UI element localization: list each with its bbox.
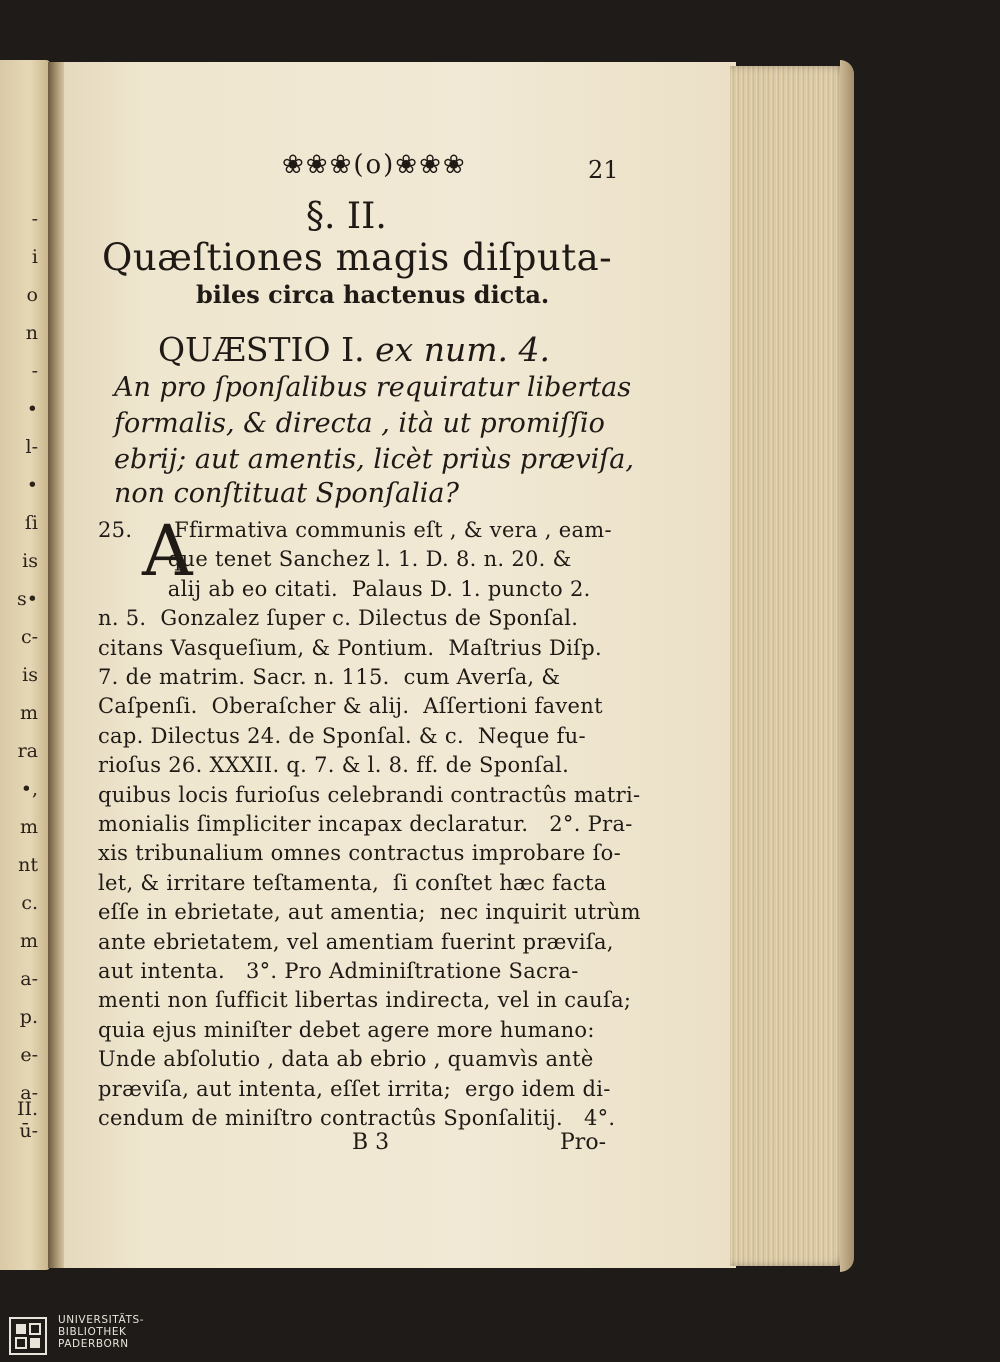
left-page-fragment: • — [26, 474, 38, 496]
body-line: cap. Dilectus 24. de Sponſal. & c. Neque fu- — [98, 723, 586, 748]
question-line: formalis, & directa , ità ut promiſſio — [114, 408, 605, 439]
left-page-fragment: p. — [19, 1006, 38, 1028]
left-page-fragment: o — [26, 284, 38, 306]
catchword: Pro- — [560, 1130, 606, 1155]
body-line: let, & irritare teſtamenta, ſi conſtet hæc facta — [98, 870, 607, 895]
left-page-fragment: - — [31, 360, 38, 382]
body-line: eſſe in ebrietate, aut amentia; nec inquirit utrùm — [98, 900, 641, 925]
left-page-fragment: ſi — [24, 512, 38, 534]
left-page-fragment: II. — [16, 1098, 38, 1120]
left-page-fragment: - — [31, 208, 38, 230]
library-logo-text — [58, 1314, 144, 1350]
left-page-fragment: l- — [25, 436, 38, 458]
left-page-fragment: m — [19, 930, 38, 952]
body-line: Unde abſolutio , data ab ebrio , quamvìs antè — [98, 1047, 594, 1072]
body-line: Caſpenſi. Oberaſcher & alij. Aſſertioni favent — [98, 694, 603, 719]
body-line: 7. de matrim. Sacr. n. 115. cum Averſa, & — [98, 665, 561, 689]
section-heading: §. II. — [306, 196, 387, 237]
logo-line: PADERBORN — [58, 1338, 129, 1350]
logo-line: UNIVERSITÄTS- — [58, 1314, 145, 1326]
body-line: n. 5. Gonzalez ſuper c. Dilectus de Sponſal. — [98, 606, 579, 631]
left-page-fragment: •, — [20, 778, 38, 800]
body-line: quia ejus miniſter debet agere more humano: — [98, 1017, 595, 1042]
logo-line: BIBLIOTHEK — [58, 1326, 127, 1338]
left-page-fragment: n — [25, 322, 38, 344]
left-page-fragment: is — [22, 550, 38, 572]
left-page-fragment: m — [19, 702, 38, 724]
question-prefix: QUÆSTIO I. — [158, 330, 365, 369]
signature-mark: B 3 — [352, 1130, 390, 1155]
question-heading — [158, 330, 550, 369]
library-logo-icon — [8, 1316, 48, 1356]
title-line-1: Quæſtiones magis diſputa- — [102, 236, 613, 279]
left-page-fragment: nt — [18, 854, 38, 876]
body-line: præviſa, aut intenta, eſſet irrita; ergo idem di- — [98, 1076, 611, 1101]
left-page-fragment: s• — [17, 588, 38, 610]
body-line: menti non ſufficit libertas indirecta, vel in cauſa; — [98, 988, 632, 1013]
left-page-fragment: is — [22, 664, 38, 686]
left-page-fragment: e- — [20, 1044, 38, 1066]
left-page-fragment: m — [19, 816, 38, 838]
title-line-2: biles circa hactenus dicta. — [196, 280, 550, 309]
question-reference: ex num. 4. — [375, 330, 551, 369]
left-page-fragment: ū- — [19, 1120, 38, 1142]
drop-capital: A — [142, 510, 193, 592]
left-page-edge — [0, 60, 50, 1270]
left-page-fragment: c- — [20, 626, 38, 648]
body-line: monialis ſimpliciter incapax declaratur. 2°. Pra- — [98, 812, 633, 836]
book-cover-edge — [840, 60, 854, 1272]
body-line: cendum de miniſtro contractûs Sponſalitij. 4°. — [98, 1106, 616, 1130]
question-line: An pro ſponſalibus requiratur libertas — [114, 372, 632, 403]
body-line: que tenet Sanchez l. 1. D. 8. n. 20. & — [98, 547, 572, 572]
body-line: rioſus 26. XXXII. q. 7. & l. 8. ff. de Sponſal. — [98, 753, 570, 778]
body-line: 25. Ffirmativa communis eſt , & vera , eam- — [98, 518, 612, 542]
body-line: citans Vasqueſium, & Pontium. Maſtrius Diſp. — [98, 635, 602, 660]
page-number: 21 — [588, 156, 619, 184]
body-line: quibus locis furioſus celebrandi contractûs matri- — [98, 782, 641, 807]
left-page-fragment: • — [26, 398, 38, 420]
left-page-fragment: i — [31, 246, 38, 268]
left-page-fragment: ra — [17, 740, 38, 762]
left-page-fragment: c. — [21, 892, 38, 914]
body-line: ante ebrietatem, vel amentiam fuerint præviſa, — [98, 929, 614, 954]
page-edges — [730, 66, 848, 1266]
body-line: aut intenta. 3°. Pro Adminiſtratione Sacra- — [98, 959, 579, 983]
header-ornament: ❀❀❀(o)❀❀❀ — [282, 150, 467, 180]
left-page-fragment: a- — [20, 968, 38, 990]
footer-bar — [0, 1312, 1000, 1362]
body-line: alij ab eo citati. Palaus D. 1. puncto 2. — [98, 576, 591, 601]
question-line: ebrij; aut amentis, licèt priùs præviſa, — [114, 444, 634, 475]
left-page-fragment: a- — [20, 1082, 38, 1104]
question-line: non conſtituat Sponſalia? — [114, 478, 459, 509]
body-line: xis tribunalium omnes contractus improbare ſo- — [98, 841, 621, 866]
